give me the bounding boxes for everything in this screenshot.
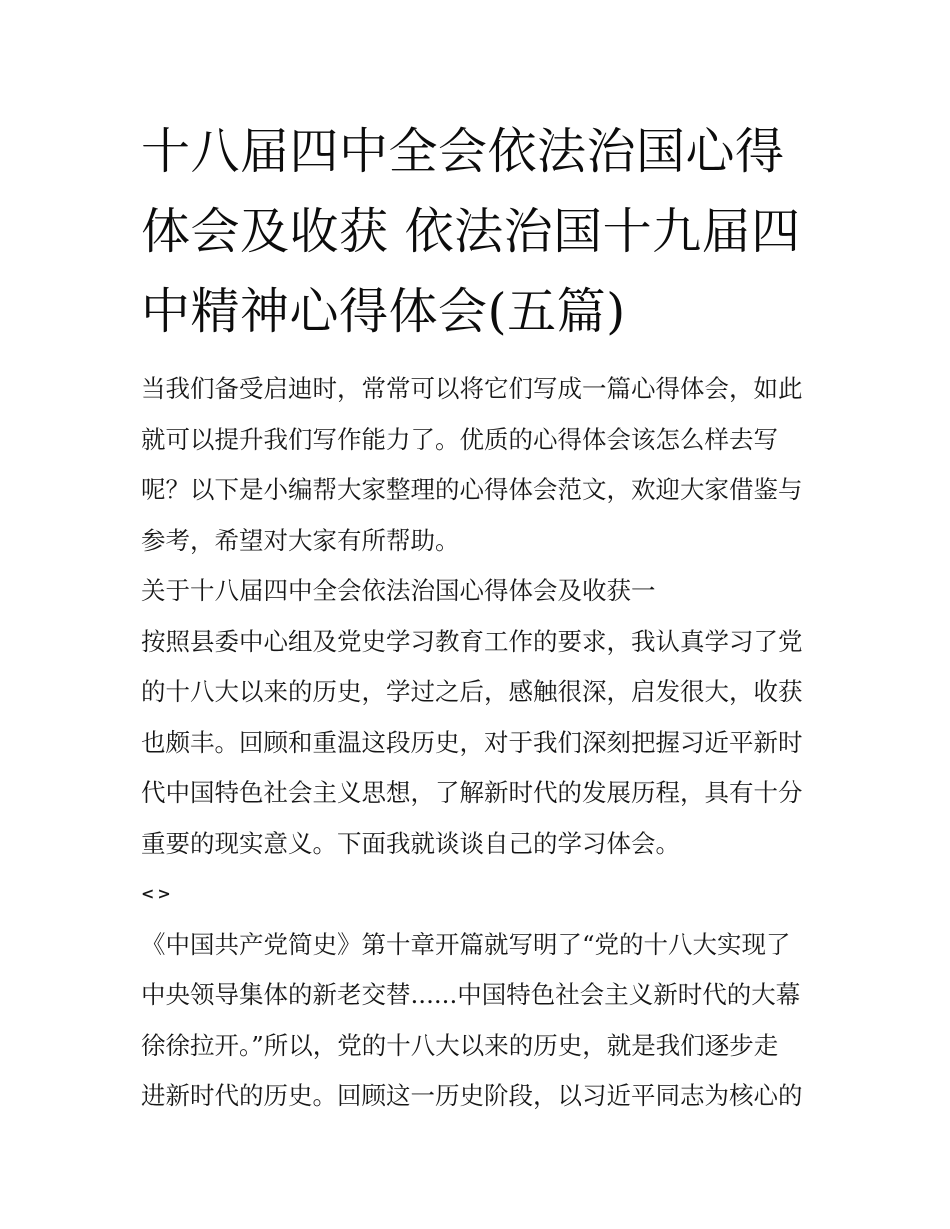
intro-line: 参考，希望对大家有所帮助。	[141, 525, 460, 555]
paragraph-line: 徐徐拉开。”所以，党的十八大以来的历史，就是我们逐步走	[141, 1030, 779, 1060]
intro-line: 呢？以下是小编帮大家整理的心得体会范文，欢迎大家借鉴与	[141, 475, 803, 504]
document-title	[141, 112, 813, 352]
section-heading: 关于十八届四中全会依法治国心得体会及收获一	[141, 576, 656, 605]
title-line: 体会及收获 依法治国十九届四	[141, 203, 801, 260]
paragraph-line: 按照县委中心组及党史学习教育工作的要求，我认真学习了党	[141, 626, 803, 656]
paragraph-2	[141, 920, 813, 1122]
intro-line: 就可以提升我们写作能力了。优质的心得体会该怎么样去写	[141, 424, 778, 454]
paragraph-line: 中央领导集体的新老交替......中国特色社会主义新时代的大幕	[141, 980, 801, 1009]
paragraph-line: 的十八大以来的历史，学过之后，感触很深，启发很大，收获	[141, 677, 803, 706]
paragraph-1	[141, 617, 813, 870]
paragraph-line: 重要的现实意义。下面我就谈谈自己的学习体会。	[141, 828, 680, 858]
document-body	[141, 112, 813, 1122]
paragraph-line: 进新时代的历史。回顾这一历史阶段，以习近平同志为核心的	[141, 1081, 803, 1110]
title-line: 十八届四中全会依法治国心得	[141, 123, 785, 180]
paragraph-line: 代中国特色社会主义思想，了解新时代的发展历程，具有十分	[141, 778, 803, 807]
paragraph-line: 《中国共产党简史》第十章开篇就写明了“党的十八大实现了	[141, 929, 791, 959]
intro-line: 当我们备受启迪时，常常可以将它们写成一篇心得体会，如此	[141, 374, 803, 403]
paragraph-line: 也颇丰。回顾和重温这段历史，对于我们深刻把握习近平新时	[141, 727, 803, 757]
title-line: 中精神心得体会(五篇)	[141, 283, 626, 340]
angle-bracket-marker: <>	[141, 884, 174, 903]
intro-paragraph	[141, 364, 813, 566]
